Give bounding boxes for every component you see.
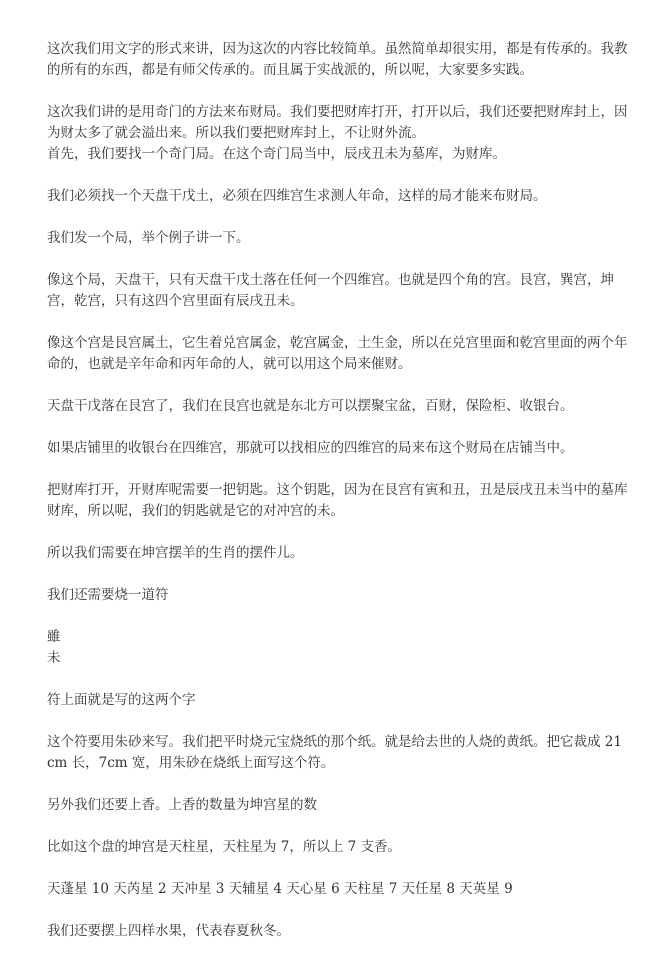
paragraph: 把财库打开，开财库呢需要一把钥匙。这个钥匙，因为在艮宫有寅和丑，丑是辰戌丑未当中的墓库财库，所以呢，我们的钥匙就是它的对冲宫的未。 [47,482,628,519]
paragraph: 天蓬星 10 天芮星 2 天冲星 3 天辅星 4 天心星 6 天柱星 7 天任星 8 天英星 9 [47,881,513,897]
paragraph: 所以我们需要在坤宫摆羊的生肖的摆件儿。 [47,545,304,561]
paragraph: 这次我们用文字的形式来讲，因为这次的内容比较简单。虽然简单却很实用，都是有传承的。我教的所有的东西，都是有师父传承的。而且属于实战派的，所以呢，大家要多实践。 [47,41,628,78]
paragraph: 我们必须找一个天盘干戊土，必须在四维宫生求测人年命，这样的局才能来布财局。 [47,188,547,204]
talisman-char-top: 雖 [47,629,61,645]
paragraph: 这个符要用朱砂来写。我们把平时烧元宝烧纸的那个纸。就是给去世的人烧的黄纸。把它裁成 21cm 长，7cm 宽，用朱砂在烧纸上面写这个符。 [47,734,622,771]
paragraph: 这次我们讲的是用奇门的方法来布财局。我们要把财库打开，打开以后，我们还要把财库封上，因为财太多了就会溢出来。所以我们要把财库封上，不让财外流。 [47,104,628,141]
paragraph: 我们还要摆上四样水果，代表春夏秋冬。 [47,923,290,939]
paragraph: 我们还需要烧一道符 [47,587,169,603]
paragraph: 比如这个盘的坤宫是天柱星，天柱星为 7，所以上 7 支香。 [47,839,402,855]
paragraph: 如果店铺里的收银台在四维宫，那就可以找相应的四维宫的局来布这个财局在店铺当中。 [47,440,574,456]
talisman-char-bottom: 未 [47,650,61,666]
paragraph: 像这个宫是艮宫属土，它生着兑宫属金，乾宫属金，土生金，所以在兑宫里面和乾宫里面的两个年命的，也就是辛年命和丙年命的人，就可以用这个局来催财。 [47,335,628,372]
paragraph: 像这个局，天盘干，只有天盘干戊土落在任何一个四维宫。也就是四个角的宫。艮宫，巽宫，坤宫，乾宫，只有这四个宫里面有辰戌丑未。 [47,272,614,309]
paragraph: 首先，我们要找一个奇门局。在这个奇门局当中，辰戌丑未为墓库，为财库。 [47,146,506,162]
paragraph: 天盘干戊落在艮宫了，我们在艮宫也就是东北方可以摆聚宝盆，百财，保险柜、收银台。 [47,398,574,414]
paragraph: 我们发一个局，举个例子讲一下。 [47,230,250,246]
paragraph: 另外我们还要上香。上香的数量为坤宫星的数 [47,797,317,813]
paragraph: 符上面就是写的这两个字 [47,692,196,708]
